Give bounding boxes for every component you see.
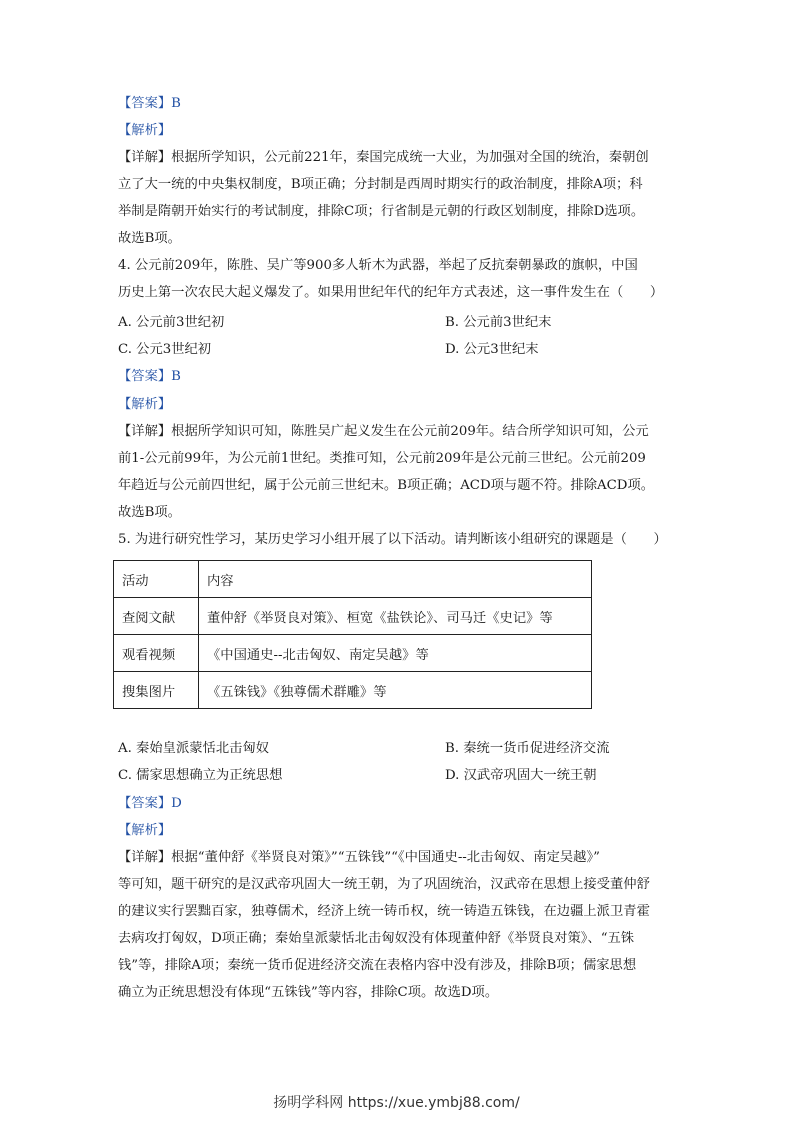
q5-detail-line: 等可知，题干研究的是汉武帝巩固大一统王朝，为了巩固统治，汉武帝在思想上接受董仲舒 bbox=[118, 877, 650, 892]
q4-option-b: B. 公元前3世纪末 bbox=[445, 315, 552, 330]
footer-watermark: 扬明学科网 https://xue.ymbj88.com/ bbox=[273, 1095, 520, 1111]
q3-answer: 【答案】B bbox=[118, 96, 181, 111]
q3-detail-line: 立了大一统的中央集权制度，B项正确；分封制是西周时期实行的政治制度，排除A项；科 bbox=[118, 177, 643, 192]
q5-detail-line: 钱”等，排除A项；秦统一货币促进经济交流在表格内容中没有涉及，排除B项；儒家思想 bbox=[118, 958, 637, 973]
q5-detail-line: 【详解】根据“董仲舒《举贤良对策》”“五铢钱”“《中国通史--北击匈奴、南定吴越》” bbox=[118, 850, 600, 865]
q5-stem: 5. 为进行研究性学习，某历史学习小组开展了以下活动。请判断该小组研究的课题是（ ） bbox=[118, 532, 667, 547]
activity-table bbox=[113, 560, 592, 709]
table-header-row bbox=[114, 561, 592, 598]
q3-detail-line: 【详解】根据所学知识，公元前221年，秦国完成统一大业，为加强对全国的统治，秦朝创 bbox=[118, 150, 649, 165]
q4-option-c: C. 公元3世纪初 bbox=[118, 342, 212, 357]
q4-detail-line: 【详解】根据所学知识可知，陈胜吴广起义发生在公元前209年。结合所学知识可知，公元 bbox=[118, 424, 649, 439]
q4-option-a: A. 公元前3世纪初 bbox=[118, 315, 225, 330]
q4-stem-line: 历史上第一次农民大起义爆发了。如果用世纪年代的纪年方式表述，这一事件发生在（ ） bbox=[118, 285, 664, 300]
q5-option-d: D. 汉武帝巩固大一统王朝 bbox=[445, 768, 597, 783]
q3-detail-line: 故选B项。 bbox=[118, 231, 181, 246]
q4-stem-line: 4. 公元前209年，陈胜、吴广等900多人斩木为武器，举起了反抗秦朝暴政的旗帜，中国 bbox=[118, 258, 638, 273]
q5-option-c: C. 儒家思想确立为正统思想 bbox=[118, 768, 283, 783]
q4-answer: 【答案】B bbox=[118, 369, 181, 384]
table-header-cell: 活动 bbox=[114, 561, 199, 598]
table-cell: 搜集图片 bbox=[114, 672, 199, 709]
q3-analysis-heading: 【解析】 bbox=[118, 123, 172, 138]
q4-option-d: D. 公元3世纪末 bbox=[445, 342, 539, 357]
table-row bbox=[114, 672, 592, 709]
q5-option-b: B. 秦统一货币促进经济交流 bbox=[445, 741, 610, 756]
q4-analysis-heading: 【解析】 bbox=[118, 397, 172, 412]
table-cell: 董仲舒《举贤良对策》、桓宽《盐铁论》、司马迁《史记》等 bbox=[199, 598, 592, 635]
q4-detail-line: 年趋近与公元前四世纪，属于公元前三世纪末。B项正确；ACD项与题不符。排除ACD项。 bbox=[118, 478, 655, 493]
q5-option-a: A. 秦始皇派蒙恬北击匈奴 bbox=[118, 741, 270, 756]
q5-detail-line: 确立为正统思想没有体现“五铢钱”等内容，排除C项。故选D项。 bbox=[118, 985, 499, 1000]
q3-detail-line: 举制是隋朝开始实行的考试制度，排除C项；行省制是元朝的行政区划制度，排除D选项。 bbox=[118, 204, 645, 219]
q5-detail-line: 去病攻打匈奴，D项正确；秦始皇派蒙恬北击匈奴没有体现董仲舒《举贤良对策》、“五铢 bbox=[118, 931, 635, 946]
table-row bbox=[114, 635, 592, 672]
table-header-cell: 内容 bbox=[199, 561, 592, 598]
table-cell: 查阅文献 bbox=[114, 598, 199, 635]
q5-analysis-heading: 【解析】 bbox=[118, 823, 172, 838]
q5-detail-line: 的建议实行罢黜百家，独尊儒术，经济上统一铸币权，统一铸造五铢钱，在边疆上派卫青霍 bbox=[118, 904, 650, 919]
q4-detail-line: 前1-公元前99年，为公元前1世纪。类推可知，公元前209年是公元前三世纪。公元前209 bbox=[118, 451, 646, 466]
table-row bbox=[114, 598, 592, 635]
q4-detail-line: 故选B项。 bbox=[118, 505, 181, 520]
table-cell: 观看视频 bbox=[114, 635, 199, 672]
q5-answer: 【答案】D bbox=[118, 796, 182, 811]
table-cell: 《中国通史--北击匈奴、南定吴越》等 bbox=[199, 635, 592, 672]
table-cell: 《五铢钱》《独尊儒术群雕》等 bbox=[199, 672, 592, 709]
